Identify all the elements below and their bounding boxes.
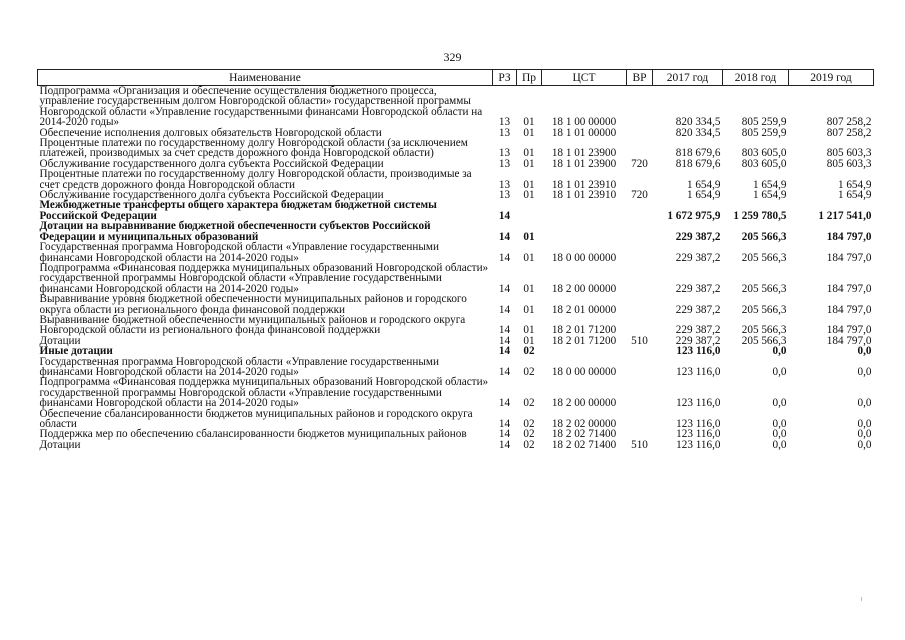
cell-cst: 18 2 01 71200 (551, 334, 617, 347)
table-row (38, 336, 874, 346)
cell-y2018: 803 605,0 (741, 147, 787, 160)
cell-vr (627, 128, 653, 138)
table-row (38, 221, 874, 242)
cell-rz: 14 (498, 303, 511, 316)
cell-y2019: 0,0 (857, 397, 872, 410)
cell-pr: 02 (523, 345, 535, 358)
cell-y2018: 205 566,3 (741, 230, 787, 243)
cell-y2018: 205 566,3 (741, 324, 787, 337)
cell-vr (627, 200, 653, 221)
cell-rz: 14 (498, 428, 511, 441)
cell-pr: 01 (523, 157, 535, 170)
cell-pr: 02 (523, 428, 535, 441)
cell-y2017: 123 116,0 (676, 438, 721, 451)
cell-vr (627, 86, 653, 128)
cell-rz: 14 (498, 418, 511, 430)
cell-name: Обеспечение сбалансированности бюджетов муниципальных районов и городского округа области (39, 407, 473, 430)
cell-y2017: 820 334,5 (675, 126, 721, 139)
cell-name: Выравнивание бюджетной обеспеченности муниципальных районов и городского округа Новгородской области из регионального фонда финансовой поддержки (39, 313, 466, 337)
cell-rz: 14 (498, 230, 511, 243)
cell-name: Дотации (39, 438, 81, 451)
cell-pr: 01 (523, 126, 535, 139)
cell-pr: 02 (523, 418, 535, 430)
cell-cst: 18 2 02 71400 (551, 428, 617, 441)
cell-vr (627, 315, 653, 336)
cell-y2019: 0,0 (857, 345, 872, 358)
cell-cst: 18 1 01 23910 (551, 178, 617, 191)
table-row (38, 242, 874, 263)
header-cst: ЦСТ (542, 70, 627, 86)
cell-y2017: 123 116,0 (676, 428, 721, 441)
cell-rz: 13 (498, 157, 511, 170)
cell-cst: 18 2 02 71400 (551, 438, 617, 451)
cell-pr: 02 (523, 365, 535, 378)
cell-y2018: 1 654,9 (752, 189, 787, 202)
cell-y2019: 0,0 (857, 365, 872, 378)
cell-y2018: 805 259,9 (741, 116, 787, 129)
cell-name: Государственная программа Новгородской области «Управление государственными финансами Новгородской области на 2014-2020 годы» (39, 241, 439, 264)
cell-y2019: 184 797,0 (826, 324, 872, 337)
cell-y2018: 205 566,3 (741, 282, 787, 295)
cell-cst: 18 1 00 00000 (551, 116, 617, 129)
table-row (38, 294, 874, 315)
scan-mark (861, 597, 862, 601)
header-2019: 2019 год (789, 70, 874, 86)
cell-rz: 14 (498, 334, 511, 347)
table-row (38, 86, 874, 128)
cell-y2018: 0,0 (772, 428, 787, 441)
cell-cst: 18 2 01 71200 (551, 324, 617, 337)
cell-cst: 18 1 01 23900 (551, 157, 617, 170)
cell-pr: 02 (523, 397, 535, 410)
cell-vr (627, 221, 653, 242)
cell-cst (542, 221, 627, 242)
page-number: 329 (443, 50, 462, 64)
cell-y2019: 807 258,2 (826, 126, 872, 139)
cell-cst: 18 1 01 00000 (551, 126, 617, 139)
cell-vr (627, 138, 653, 159)
cell-rz: 13 (498, 178, 511, 191)
table-body (38, 86, 874, 451)
cell-y2017: 229 387,2 (675, 282, 721, 295)
cell-cst (542, 200, 627, 221)
cell-y2018: 0,0 (772, 397, 787, 410)
cell-rz: 14 (498, 324, 511, 337)
table-row (38, 377, 874, 408)
cell-y2018: 805 259,9 (741, 126, 787, 139)
cell-rz: 13 (498, 126, 511, 139)
cell-cst: 18 1 01 23900 (551, 147, 617, 160)
cell-y2018: 0,0 (772, 418, 787, 430)
cell-name: Обслуживание государственного долга субъекта Российской Федерации (39, 157, 384, 170)
cell-pr: 01 (523, 324, 535, 337)
cell-cst: 18 2 00 00000 (551, 282, 617, 295)
cell-y2019: 184 797,0 (826, 303, 872, 316)
cell-cst: 18 2 01 00000 (551, 303, 617, 316)
table-row (38, 169, 874, 190)
cell-name: Подпрограмма «Финансовая поддержка муниципальных образований Новгородской области» государственной программы Новгородской области «Управление государственными финансами Новгородской области на 2014-2020 годы» (39, 261, 489, 295)
cell-pr: 01 (523, 303, 535, 316)
cell-name: Подпрограмма «Финансовая поддержка муниципальных образований Новгородской области» государственной программы Новгородской области «Управление государственными финансами Новгородской области на 2014-2020 годы» (39, 376, 489, 410)
cell-name: Подпрограмма «Организация и обеспечение осуществления бюджетного процесса, управление государственным долгом Новгородской области» государственной программы Новгородской области «Управление государственными финансами Новгородской области на 2014-2020 годы» (39, 85, 483, 129)
cell-y2018: 205 566,3 (741, 251, 787, 264)
table-row (38, 138, 874, 159)
cell-y2018: 803 605,0 (741, 157, 787, 170)
cell-name: Процентные платежи по государственному долгу Новгородской области, производимые за счет средств дорожного фонда Новгородской области (39, 168, 472, 191)
cell-vr: 720 (631, 189, 648, 202)
cell-y2017: 820 334,5 (675, 116, 721, 129)
cell-y2019: 184 797,0 (826, 251, 872, 264)
table-row (38, 429, 874, 439)
header-2018: 2018 год (723, 70, 789, 86)
table-row (38, 263, 874, 294)
cell-pr (517, 200, 542, 221)
table-row (38, 440, 874, 450)
table-row (38, 346, 874, 356)
cell-cst: 18 1 01 23910 (551, 189, 617, 202)
cell-name: Поддержка мер по обеспечению сбалансированности бюджетов муниципальных районов (39, 428, 467, 441)
cell-y2019: 805 603,3 (826, 147, 872, 160)
cell-name: Государственная программа Новгородской области «Управление государственными финансами Новгородской области на 2014-2020 годы» (39, 355, 439, 378)
cell-y2017: 818 679,6 (675, 157, 721, 170)
cell-vr: 510 (631, 438, 648, 451)
cell-y2019: 805 603,3 (826, 157, 872, 170)
cell-name: Дотации на выравнивание бюджетной обеспеченности субъектов Российской Федерации и муниципальных образований (39, 220, 431, 243)
cell-y2019: 184 797,0 (826, 230, 872, 243)
cell-y2017: 123 116,0 (676, 345, 721, 358)
cell-y2018: 0,0 (772, 345, 787, 358)
header-name: Наименование (38, 70, 493, 86)
cell-rz: 14 (498, 397, 511, 410)
cell-y2017: 229 387,2 (675, 324, 721, 337)
cell-cst: 18 0 00 00000 (551, 251, 617, 264)
header-vr: ВР (627, 70, 653, 86)
cell-pr: 01 (523, 189, 535, 202)
cell-pr: 01 (523, 251, 535, 264)
cell-cst (542, 346, 627, 356)
cell-rz: 13 (498, 147, 511, 160)
cell-name: Иные дотации (39, 345, 113, 358)
cell-y2019: 1 654,9 (837, 189, 872, 202)
cell-y2018: 1 259 780,5 (733, 209, 787, 222)
cell-y2018: 205 566,3 (741, 334, 787, 347)
cell-y2018: 205 566,3 (741, 303, 787, 316)
table-row (38, 357, 874, 378)
table-row (38, 200, 874, 221)
cell-vr (627, 346, 653, 356)
cell-name: Процентные платежи по государственному долгу Новгородской области (за исключением платежей, производимых за счет средств дорожного фонда Новгородской области) (39, 137, 468, 160)
cell-y2019: 184 797,0 (826, 334, 872, 347)
cell-rz: 14 (498, 251, 511, 264)
cell-name: Обеспечение исполнения долговых обязательств Новгородской области (39, 126, 382, 139)
cell-cst: 18 2 00 00000 (551, 397, 617, 410)
cell-rz: 14 (498, 345, 511, 358)
cell-y2019: 1 217 541,0 (818, 209, 872, 222)
cell-y2017: 1 654,9 (686, 189, 721, 202)
cell-cst: 18 2 02 00000 (551, 418, 617, 430)
cell-pr: 01 (523, 178, 535, 191)
cell-y2019: 184 797,0 (826, 282, 872, 295)
cell-y2019: 1 654,9 (837, 178, 872, 191)
cell-y2018: 1 654,9 (752, 178, 787, 191)
cell-vr (627, 242, 653, 263)
cell-pr: 01 (523, 334, 535, 347)
cell-pr: 01 (523, 116, 535, 129)
cell-y2017: 123 116,0 (676, 365, 721, 378)
cell-y2017: 1 654,9 (686, 178, 721, 191)
cell-y2019: 807 258,2 (826, 116, 872, 129)
header-rz: РЗ (493, 70, 517, 86)
cell-y2018: 0,0 (772, 365, 787, 378)
table-row (38, 315, 874, 336)
cell-name: Межбюджетные трансферты общего характера бюджетам бюджетной системы Российской Федерации (39, 199, 437, 222)
cell-y2017: 818 679,6 (675, 147, 721, 160)
cell-vr: 720 (631, 157, 648, 170)
cell-y2018: 0,0 (772, 438, 787, 451)
cell-name: Обслуживание государственного долга субъекта Российской Федерации (39, 189, 384, 202)
cell-pr: 01 (523, 230, 535, 243)
cell-y2019: 0,0 (857, 428, 872, 441)
cell-y2017: 123 116,0 (676, 418, 721, 430)
cell-rz: 14 (498, 438, 511, 451)
cell-y2017: 229 387,2 (675, 230, 721, 243)
cell-y2017: 229 387,2 (675, 303, 721, 316)
header-2017: 2017 год (653, 70, 723, 86)
cell-vr: 510 (631, 334, 648, 347)
cell-y2019: 0,0 (857, 418, 872, 430)
table-header-row (38, 70, 874, 86)
cell-vr (627, 263, 653, 294)
cell-cst: 18 0 00 00000 (551, 365, 617, 378)
cell-y2019: 0,0 (857, 438, 872, 451)
cell-name: Дотации (39, 334, 81, 347)
cell-pr: 01 (523, 282, 535, 295)
cell-y2017: 229 387,2 (675, 334, 721, 347)
cell-y2017: 229 387,2 (675, 251, 721, 264)
cell-rz: 14 (498, 209, 511, 222)
table-row (38, 409, 874, 430)
cell-vr (627, 409, 653, 430)
cell-y2017: 123 116,0 (676, 397, 721, 410)
cell-rz: 13 (498, 189, 511, 202)
cell-y2017: 1 672 975,9 (667, 209, 721, 222)
cell-vr (627, 377, 653, 408)
budget-table (37, 69, 874, 450)
cell-vr (627, 357, 653, 378)
cell-pr: 01 (523, 147, 535, 160)
cell-rz: 14 (498, 282, 511, 295)
cell-vr (627, 294, 653, 315)
cell-vr (627, 169, 653, 190)
cell-pr: 02 (523, 438, 535, 451)
cell-rz: 14 (498, 365, 511, 378)
cell-rz: 13 (498, 116, 511, 129)
header-pr: Пр (517, 70, 542, 86)
cell-name: Выравнивание уровня бюджетной обеспеченности муниципальных районов и городского округа области из регионального фонда финансовой поддержки (39, 293, 467, 316)
